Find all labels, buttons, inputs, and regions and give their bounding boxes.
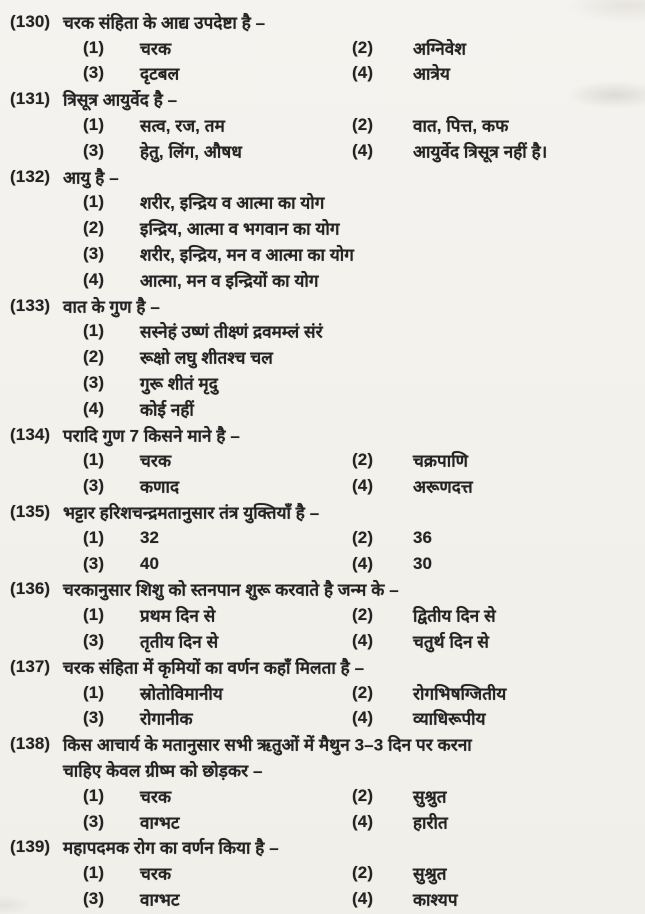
option-text: व्याधिरूपीय bbox=[413, 709, 486, 729]
option-text: रूक्षो लघु शीतश्च चल bbox=[140, 348, 273, 368]
option-label: (3) bbox=[83, 476, 105, 496]
question-row bbox=[0, 499, 645, 525]
option-text: अग्निवेश bbox=[413, 39, 467, 59]
question-130 bbox=[0, 9, 645, 86]
option-text: काश्यप bbox=[413, 890, 458, 910]
options-row bbox=[0, 886, 645, 912]
option-label: (2) bbox=[352, 863, 374, 883]
question-134 bbox=[0, 422, 645, 499]
option-text: वाग्भट bbox=[140, 890, 180, 910]
question-139 bbox=[0, 835, 645, 912]
option-text: सत्व, रज, तम bbox=[140, 116, 225, 136]
question-row bbox=[0, 86, 645, 112]
option-text: चरक bbox=[140, 864, 172, 884]
question-row bbox=[0, 731, 645, 757]
option-text: अरूणदत्त bbox=[413, 477, 473, 497]
option-label: (4) bbox=[83, 398, 105, 418]
option-label: (4) bbox=[352, 63, 374, 83]
question-131 bbox=[0, 86, 645, 163]
option-text: 36 bbox=[413, 527, 433, 547]
option-text: हेतु, लिंग, औषध bbox=[140, 142, 242, 162]
option-row bbox=[0, 215, 645, 241]
option-text: तृतीय दिन से bbox=[140, 632, 219, 652]
option-text: आत्रेय bbox=[413, 64, 450, 84]
question-number: (133) bbox=[10, 295, 51, 315]
question-number: (134) bbox=[10, 424, 51, 444]
question-136 bbox=[0, 577, 645, 654]
question-row bbox=[0, 654, 645, 680]
question-row bbox=[0, 835, 645, 861]
option-label: (1) bbox=[83, 527, 105, 547]
option-text: सुश्रुत bbox=[413, 864, 447, 884]
question-row-continued bbox=[0, 757, 645, 783]
option-label: (1) bbox=[83, 863, 105, 883]
option-label: (4) bbox=[352, 476, 374, 496]
option-label: (3) bbox=[83, 373, 105, 393]
option-text: दृटबल bbox=[140, 64, 180, 84]
option-text: गुरू शीतं मृदु bbox=[140, 374, 218, 394]
options-row bbox=[0, 860, 645, 886]
option-label: (2) bbox=[352, 115, 374, 135]
option-row bbox=[0, 370, 645, 396]
option-label: (1) bbox=[83, 450, 105, 470]
option-label: (4) bbox=[352, 631, 374, 651]
option-label: (3) bbox=[83, 888, 105, 908]
question-number: (135) bbox=[10, 502, 51, 522]
option-label: (3) bbox=[83, 244, 105, 264]
question-text: त्रिसूत्र आयुर्वेद है – bbox=[63, 90, 178, 110]
question-row bbox=[0, 164, 645, 190]
option-text: आयुर्वेद त्रिसूत्र नहीं है। bbox=[413, 142, 548, 162]
option-text: चक्रपाणि bbox=[413, 451, 469, 471]
question-number: (137) bbox=[10, 656, 51, 676]
question-number: (136) bbox=[10, 579, 51, 599]
option-text: 40 bbox=[140, 553, 160, 573]
option-text: रोगभिषग्जितीय bbox=[413, 684, 507, 704]
question-text: परादि गुण 7 किसने माने है – bbox=[63, 426, 240, 446]
question-text-line1: किस आचार्य के मतानुसार सभी ऋतुओं में मैथुन 3–3 दिन पर करना bbox=[63, 735, 472, 755]
question-row bbox=[0, 577, 645, 603]
option-text: स्रोतोविमानीय bbox=[140, 684, 223, 704]
question-133 bbox=[0, 293, 645, 422]
question-135 bbox=[0, 499, 645, 576]
options-row bbox=[0, 628, 645, 654]
option-row bbox=[0, 267, 645, 293]
option-row bbox=[0, 190, 645, 216]
option-label: (1) bbox=[83, 115, 105, 135]
option-label: (2) bbox=[352, 450, 374, 470]
question-text: महापदमक रोग का वर्णन किया है – bbox=[63, 838, 279, 858]
option-label: (4) bbox=[352, 553, 374, 573]
question-text: वात के गुण है – bbox=[63, 297, 160, 317]
question-text-line2: चाहिए केवल ग्रीष्म को छोड़कर – bbox=[63, 761, 263, 781]
question-text: आयु है – bbox=[63, 168, 119, 188]
options-row bbox=[0, 61, 645, 87]
question-132 bbox=[0, 164, 645, 293]
question-text: चरकानुसार शिशु को स्तनपान शुरू करवाते है जन्म के – bbox=[63, 580, 399, 600]
question-number: (130) bbox=[10, 11, 51, 31]
option-label: (4) bbox=[352, 811, 374, 831]
option-row bbox=[0, 319, 645, 345]
question-row bbox=[0, 9, 645, 35]
option-text: 32 bbox=[140, 527, 160, 547]
option-label: (2) bbox=[352, 37, 374, 57]
options-row bbox=[0, 551, 645, 577]
option-label: (2) bbox=[83, 218, 105, 238]
option-text: कणाद bbox=[140, 477, 180, 497]
option-text: शरीर, इन्द्रिय व आत्मा का योग bbox=[140, 193, 325, 213]
option-label: (3) bbox=[83, 553, 105, 573]
option-row bbox=[0, 396, 645, 422]
options-row bbox=[0, 473, 645, 499]
options-row bbox=[0, 448, 645, 474]
option-label: (4) bbox=[352, 888, 374, 908]
option-label: (4) bbox=[352, 140, 374, 160]
option-text: चरक bbox=[140, 451, 172, 471]
option-label: (1) bbox=[83, 321, 105, 341]
option-label: (2) bbox=[352, 785, 374, 805]
option-label: (1) bbox=[83, 37, 105, 57]
option-label: (2) bbox=[352, 682, 374, 702]
option-label: (3) bbox=[83, 708, 105, 728]
options-row bbox=[0, 602, 645, 628]
option-label: (3) bbox=[83, 631, 105, 651]
option-text: सस्नेहं उष्णं तीक्ष्णं द्रवमम्लं संरं bbox=[140, 322, 323, 342]
option-text: रोगानीक bbox=[140, 709, 193, 729]
question-138 bbox=[0, 731, 645, 834]
option-label: (4) bbox=[83, 269, 105, 289]
question-number: (139) bbox=[10, 837, 51, 857]
option-row bbox=[0, 241, 645, 267]
option-text: प्रथम दिन से bbox=[140, 606, 216, 626]
option-text: हारीत bbox=[413, 813, 448, 833]
option-label: (2) bbox=[352, 605, 374, 625]
option-label: (2) bbox=[83, 347, 105, 367]
option-label: (2) bbox=[352, 527, 374, 547]
question-text: चरक संहिता के आद्य उपदेष्टा है – bbox=[63, 13, 266, 33]
option-label: (1) bbox=[83, 682, 105, 702]
option-text: द्वितीय दिन से bbox=[413, 606, 496, 626]
options-row bbox=[0, 783, 645, 809]
option-text: सुश्रुत bbox=[413, 787, 447, 807]
option-text: चरक bbox=[140, 787, 172, 807]
options-row bbox=[0, 112, 645, 138]
option-text: वात, पित्त, कफ bbox=[413, 116, 509, 136]
question-number: (138) bbox=[10, 734, 51, 754]
option-text: शरीर, इन्द्रिय, मन व आत्मा का योग bbox=[140, 245, 354, 265]
option-label: (3) bbox=[83, 811, 105, 831]
option-text: चरक bbox=[140, 39, 172, 59]
options-row bbox=[0, 706, 645, 732]
option-label: (1) bbox=[83, 785, 105, 805]
option-label: (1) bbox=[83, 605, 105, 625]
option-text: चतुर्थ दिन से bbox=[413, 632, 489, 652]
question-text: भट्टार हरिशचन्द्रमतानुसार तंत्र युक्तियाँ है – bbox=[63, 503, 320, 523]
option-text: 30 bbox=[413, 553, 433, 573]
option-label: (3) bbox=[83, 140, 105, 160]
question-137 bbox=[0, 654, 645, 731]
question-number: (132) bbox=[10, 166, 51, 186]
option-text: वाग्भट bbox=[140, 813, 180, 833]
option-text: आत्मा, मन व इन्द्रियों का योग bbox=[140, 271, 319, 291]
option-row bbox=[0, 344, 645, 370]
options-row bbox=[0, 809, 645, 835]
question-row bbox=[0, 422, 645, 448]
option-label: (1) bbox=[83, 192, 105, 212]
options-row bbox=[0, 138, 645, 164]
options-row bbox=[0, 680, 645, 706]
options-row bbox=[0, 35, 645, 61]
question-number: (131) bbox=[10, 89, 51, 109]
question-text: चरक संहिता में कृमियों का वर्णन कहाँ मिलता है – bbox=[63, 658, 365, 678]
options-row bbox=[0, 525, 645, 551]
option-label: (3) bbox=[83, 63, 105, 83]
question-row bbox=[0, 293, 645, 319]
option-text: इन्द्रिय, आत्मा व भगवान का योग bbox=[140, 219, 340, 239]
option-text: कोई नहीं bbox=[140, 400, 194, 420]
option-label: (4) bbox=[352, 708, 374, 728]
